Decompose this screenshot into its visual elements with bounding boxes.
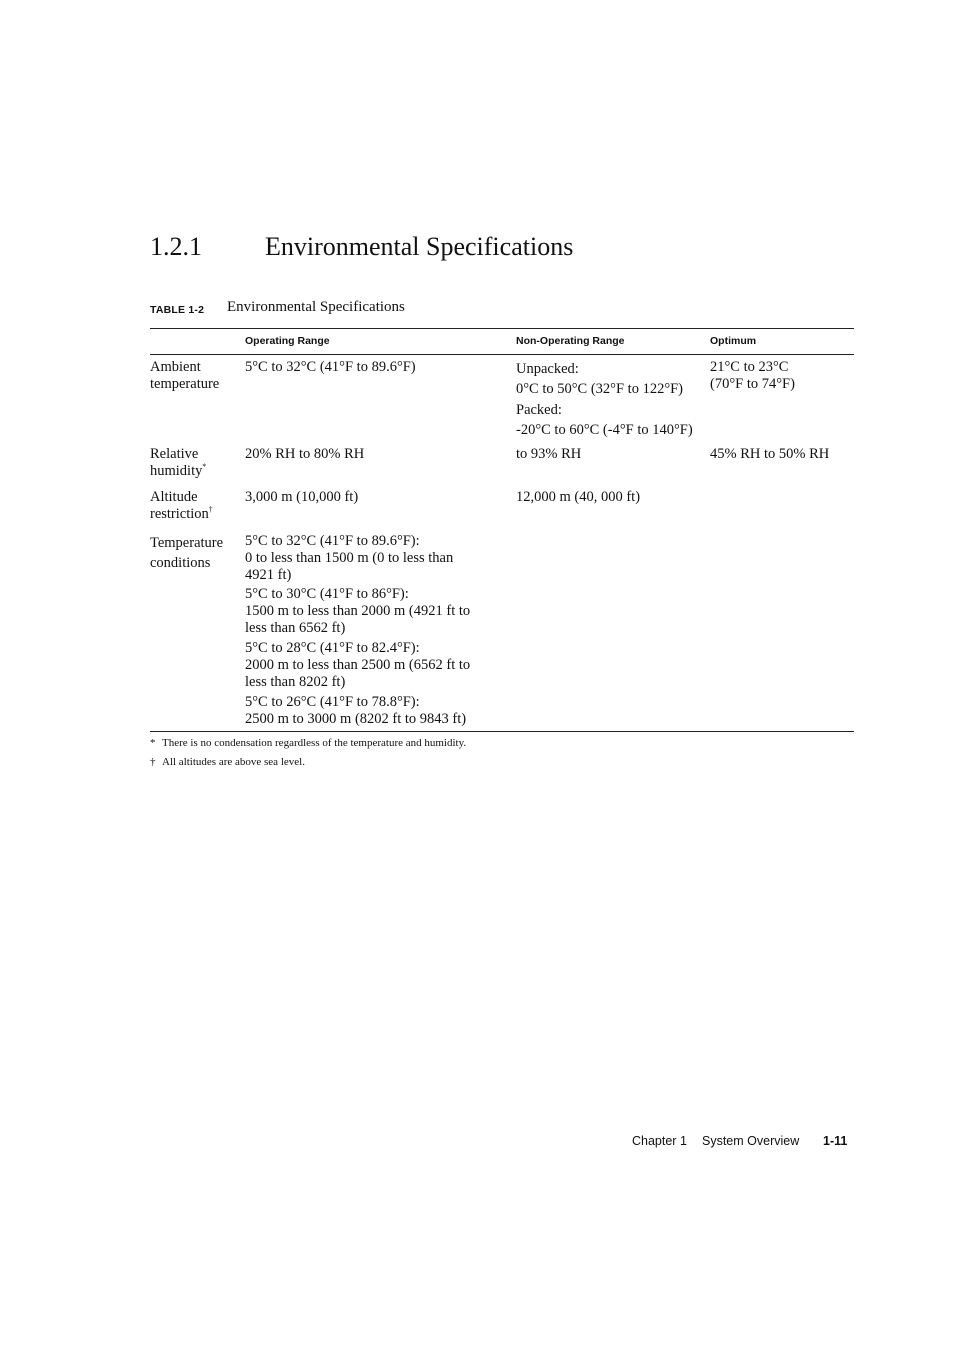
footnote-condensation: * There is no condensation regardless of the temperature and humidity. <box>150 737 467 749</box>
table-top-rule <box>150 328 854 329</box>
humidity-non-operating-range: to 93% RH <box>516 446 582 462</box>
humidity-optimum: 45% RH to 50% RH <box>710 446 830 462</box>
ambient-optimum: 21°C to 23°C (70°F to 74°F) <box>710 359 795 392</box>
table-header-rule <box>150 354 854 355</box>
table-caption-label: TABLE 1-2 <box>150 304 205 316</box>
section-number: 1.2.1 <box>150 232 202 261</box>
altitude-non-operating-range: 12,000 m (40, 000 ft) <box>516 489 641 505</box>
row-label-altitude-restriction: Altitude restriction† <box>150 489 213 522</box>
footer-chapter: Chapter 1 <box>632 1134 687 1148</box>
footnote-marker-dagger: † <box>208 505 213 514</box>
ambient-operating-range: 5°C to 32°C (41°F to 89.6°F) <box>245 359 416 375</box>
column-header-optimum: Optimum <box>710 335 757 347</box>
altitude-operating-range: 3,000 m (10,000 ft) <box>245 489 359 505</box>
row-label-temperature-conditions: Temperature conditions <box>150 535 224 571</box>
column-header-operating-range: Operating Range <box>245 335 330 347</box>
row-label-relative-humidity: Relative humidity* <box>150 446 207 479</box>
row-label-ambient-temperature: Ambient temperature <box>150 359 220 392</box>
footer-page-number: 1-11 <box>823 1134 848 1148</box>
humidity-operating-range: 20% RH to 80% RH <box>245 446 365 462</box>
footnote-altitude: † All altitudes are above sea level. <box>150 756 305 768</box>
column-header-non-operating-range: Non-Operating Range <box>516 335 625 347</box>
table-caption-title: Environmental Specifications <box>227 299 405 315</box>
footnote-marker-asterisk: * <box>202 462 207 471</box>
temperature-condition-group: 5°C to 30°C (41°F to 86°F): 1500 m to less than 2000 m (4921 ft to less than 6562 ft) <box>245 586 471 636</box>
ambient-non-operating-range: Unpacked: 0°C to 50°C (32°F to 122°F) Packed: -20°C to 60°C (-4°F to 140°F) <box>516 361 693 438</box>
temperature-condition-group: 5°C to 26°C (41°F to 78.8°F): 2500 m to 3000 m (8202 ft to 9843 ft) <box>245 694 467 727</box>
table-bottom-rule <box>150 731 854 732</box>
section-title: Environmental Specifications <box>265 232 574 261</box>
temperature-condition-group: 5°C to 32°C (41°F to 89.6°F): 0 to less than 1500 m (0 to less than 4921 ft) <box>245 533 454 583</box>
footer-chapter-title: System Overview <box>702 1134 800 1148</box>
temperature-condition-group: 5°C to 28°C (41°F to 82.4°F): 2000 m to less than 2500 m (6562 ft to less than 8202 ft) <box>245 640 471 690</box>
